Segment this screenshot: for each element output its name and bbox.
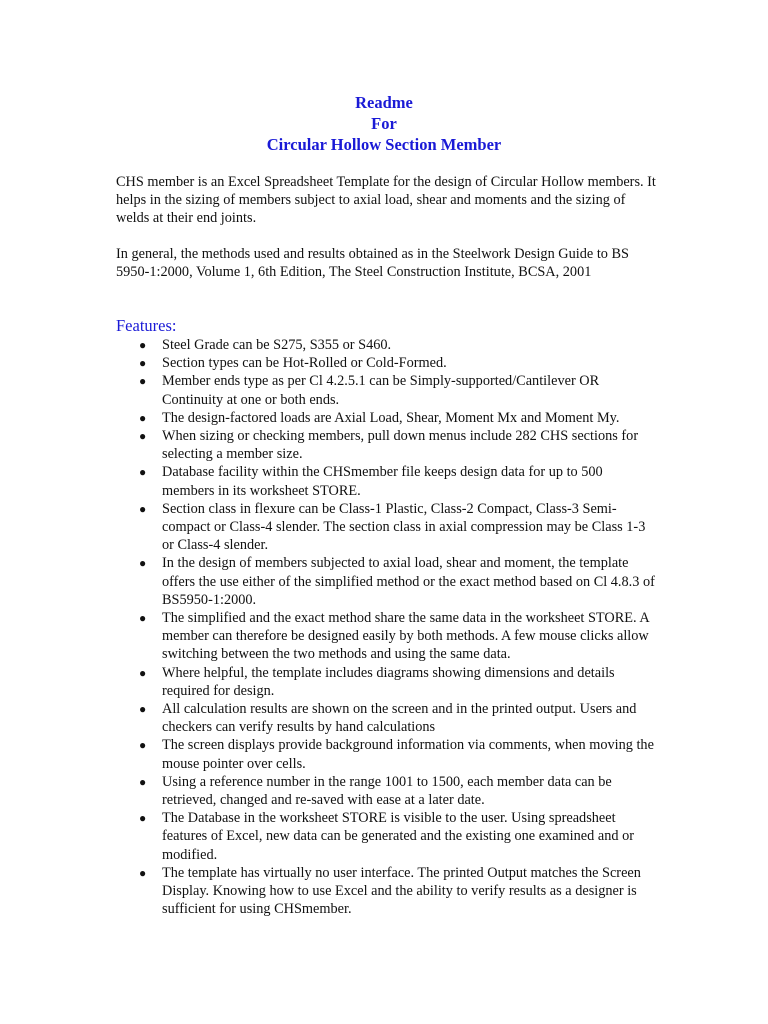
feature-item	[116, 463, 656, 499]
feature-item	[116, 354, 656, 372]
reference-paragraph: In general, the methods used and results obtained as in the Steelwork Design Guide to BS 5950-1:2000, Volume 1, 6th Edition, The Steel Construction Institute, BCSA, 2001	[116, 246, 629, 281]
feature-item	[116, 864, 656, 919]
features-heading: Features:	[116, 316, 177, 335]
feature-text: The template has virtually no user interface. The printed Output matches the Screen Display. Knowing how to use Excel and the ability to verify results as a designer is sufficient for using CHSmember.	[162, 864, 641, 918]
title-line-for: For	[371, 114, 397, 133]
feature-text: The screen displays provide background information via comments, when moving the mouse pointer over cells.	[162, 737, 654, 772]
feature-text: Steel Grade can be S275, S355 or S460.	[162, 337, 392, 353]
feature-item	[116, 773, 656, 809]
feature-item	[116, 427, 656, 463]
feature-text: Database facility within the CHSmember file keeps design data for up to 500 members in its worksheet STORE.	[162, 464, 603, 499]
bullet-icon: ●	[139, 374, 147, 389]
feature-text: Section types can be Hot-Rolled or Cold-Formed.	[162, 355, 447, 372]
bullet-icon: ●	[139, 465, 147, 480]
feature-item	[116, 736, 656, 772]
title-line-readme: Readme	[355, 93, 413, 112]
title-line-subject: Circular Hollow Section Member	[266, 135, 502, 154]
bullet-icon: ●	[139, 865, 147, 880]
feature-item	[116, 500, 656, 555]
feature-text: Section class in flexure can be Class-1 Plastic, Class-2 Compact, Class-3 Semi-compact or Class-4 slender. The section class in axial compression may be Class 1-3 or Class-4 slender.	[162, 500, 646, 554]
bullet-icon: ●	[139, 501, 147, 516]
bullet-icon: ●	[139, 356, 147, 371]
bullet-icon: ●	[139, 811, 147, 826]
feature-text: Using a reference number in the range 1001 to 1500, each member data can be retrieved, changed and re-saved with ease at a later date.	[162, 773, 612, 809]
feature-text: Member ends type as per Cl 4.2.5.1 can be Simply-supported/Cantilever OR Continuity at one or both ends.	[162, 373, 600, 408]
feature-item	[116, 372, 656, 408]
feature-text: In the design of members subjected to axial load, shear and moment, the template offers the use either of the simplified method or the exact method based on Cl 4.8.3 of BS5950-1:2000.	[162, 555, 655, 608]
feature-text: Where helpful, the template includes diagrams showing dimensions and details required for design.	[162, 664, 615, 699]
bullet-icon: ●	[139, 410, 147, 425]
feature-text: The design-factored loads are Axial Load, Shear, Moment Mx and Moment My.	[162, 409, 620, 426]
feature-text: The simplified and the exact method share the same data in the worksheet STORE. A member can therefore be designed easily by both methods. A few mouse clicks allow switching between the two methods and using the same data.	[162, 610, 649, 663]
bullet-icon: ●	[139, 738, 147, 753]
bullet-icon: ●	[139, 774, 147, 789]
bullet-icon: ●	[139, 611, 147, 626]
features-list	[116, 336, 656, 919]
feature-text: All calculation results are shown on the screen and in the printed output. Users and checkers can verify results by hand calculations	[162, 701, 637, 736]
feature-item	[116, 809, 656, 864]
feature-item	[116, 336, 656, 354]
feature-item	[116, 554, 656, 609]
bullet-icon: ●	[139, 665, 147, 680]
feature-text: When sizing or checking members, pull down menus include 282 CHS sections for selecting a member size.	[162, 428, 639, 463]
bullet-icon: ●	[139, 429, 147, 444]
document-title	[0, 92, 768, 155]
bullet-icon: ●	[139, 556, 147, 571]
feature-item	[116, 609, 656, 664]
feature-item	[116, 700, 656, 736]
intro-paragraph: CHS member is an Excel Spreadsheet Template for the design of Circular Hollow members. It helps in the sizing of members subject to axial load, shear and moments and the sizing of welds at their end joints.	[116, 174, 656, 227]
bullet-icon: ●	[139, 338, 147, 352]
bullet-icon: ●	[139, 702, 147, 717]
feature-item	[116, 664, 656, 700]
feature-text: The Database in the worksheet STORE is visible to the user. Using spreadsheet features of Excel, new data can be generated and the existing one examined and or modified.	[162, 810, 634, 863]
feature-item	[116, 409, 656, 427]
